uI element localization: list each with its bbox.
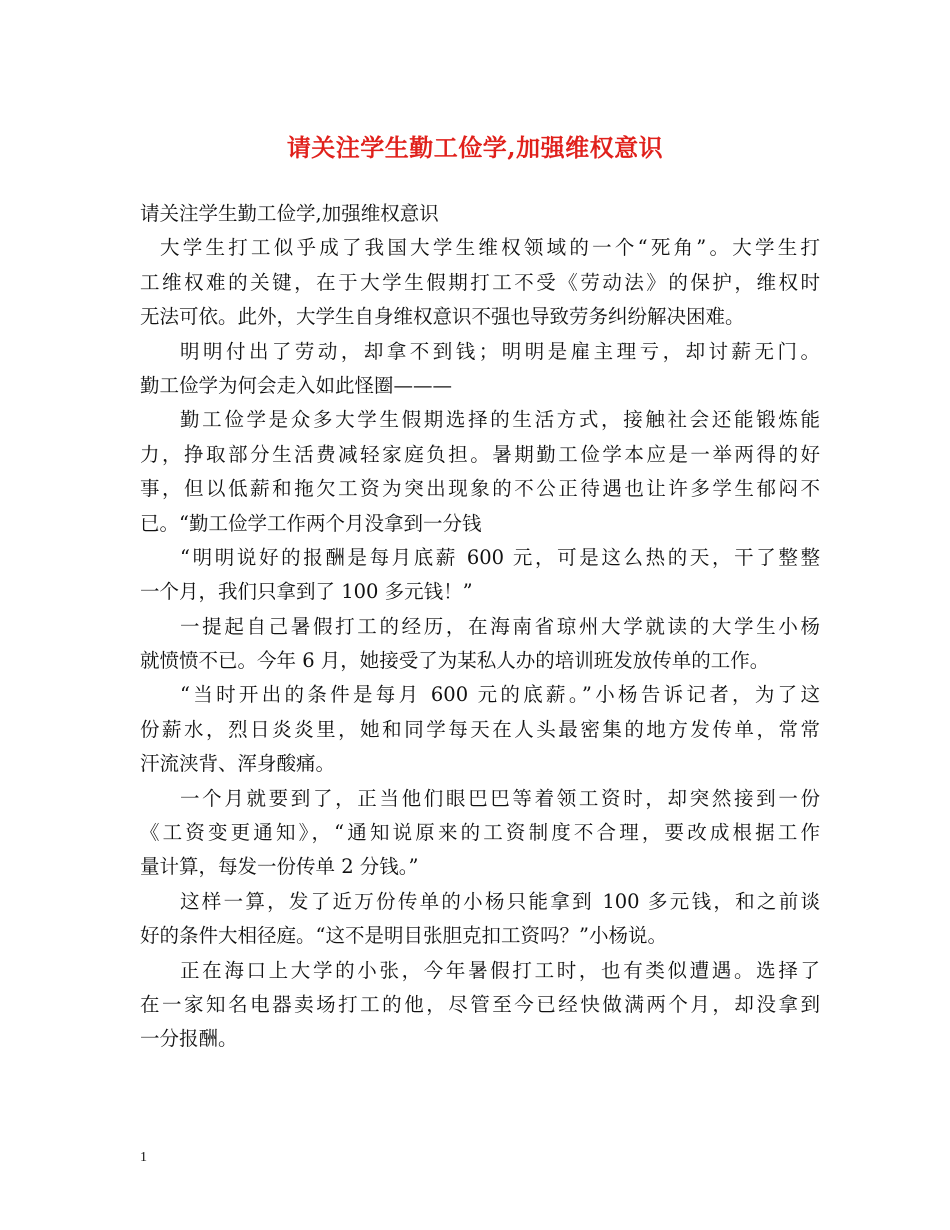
paragraph-line: 份薪水，烈日炎炎里，她和同学每天在人头最密集的地方发传单，常常 xyxy=(140,717,820,741)
paragraph-line: 工维权难的关键，在于大学生假期打工不受《劳动法》的保护，维权时 xyxy=(140,270,820,294)
paragraph-line: 事，但以低薪和拖欠工资为突出现象的不公正待遇也让许多学生郁闷不 xyxy=(140,477,820,501)
paragraph-line: 一个月，我们只拿到了 100 多元钱！” xyxy=(140,580,473,604)
paragraph-line: 请关注学生勤工俭学,加强维权意识 xyxy=(140,202,439,225)
paragraph-line: “当时开出的条件是每月 600 元的底薪。”小杨告诉记者，为了这 xyxy=(180,683,820,707)
paragraph-line: 一个月就要到了，正当他们眼巴巴等着领工资时，却突然接到一份 xyxy=(180,786,820,810)
paragraph-line: 好的条件大相径庭。“这不是明目张胆克扣工资吗？”小杨说。 xyxy=(140,924,667,948)
paragraph-line: 正在海口上大学的小张，今年暑假打工时，也有类似遭遇。选择了 xyxy=(180,958,820,982)
document-title: 请关注学生勤工俭学,加强维权意识 xyxy=(286,133,664,162)
paragraph-line: 大学生打工似乎成了我国大学生维权领域的一个“死角”。大学生打 xyxy=(160,236,820,260)
paragraph-line: 《工资变更通知》，“通知说原来的工资制度不合理，要改成根据工作 xyxy=(140,821,820,845)
paragraph-line: 已。“勤工俭学工作两个月没拿到一分钱 xyxy=(140,511,482,535)
paragraph-line: 明明付出了劳动，却拿不到钱；明明是雇主理亏，却讨薪无门。 xyxy=(180,339,820,363)
page-number: 1 xyxy=(140,1150,147,1165)
paragraph-line: 在一家知名电器卖场打工的他，尽管至今已经快做满两个月，却没拿到 xyxy=(140,992,820,1016)
paragraph-line: 无法可依。此外，大学生自身维权意识不强也导致劳务纠纷解决困难。 xyxy=(140,305,745,329)
document-body xyxy=(140,197,820,1057)
paragraph-line: 汗流浃背、浑身酸痛。 xyxy=(140,752,336,776)
paragraph-line: 量计算，每发一份传单 2 分钱。” xyxy=(140,855,419,879)
paragraph-line: 这样一算，发了近万份传单的小杨只能拿到 100 多元钱，和之前谈 xyxy=(180,889,820,913)
paragraph-line: 一分报酬。 xyxy=(140,1027,238,1051)
paragraph-line: 勤工俭学为何会走入如此怪圈——— xyxy=(140,373,453,397)
paragraph-line: 力，挣取部分生活费减轻家庭负担。暑期勤工俭学本应是一举两得的好 xyxy=(140,442,820,466)
paragraph-line: 就愤愤不已。今年 6 月，她接受了为某私人办的培训班发放传单的工作。 xyxy=(140,649,770,673)
paragraph-line: 勤工俭学是众多大学生假期选择的生活方式，接触社会还能锻炼能 xyxy=(180,408,820,432)
paragraph-line: “明明说好的报酬是每月底薪 600 元，可是这么热的天，干了整整 xyxy=(180,545,820,569)
paragraph-line: 一提起自己暑假打工的经历，在海南省琼州大学就读的大学生小杨 xyxy=(180,614,820,638)
